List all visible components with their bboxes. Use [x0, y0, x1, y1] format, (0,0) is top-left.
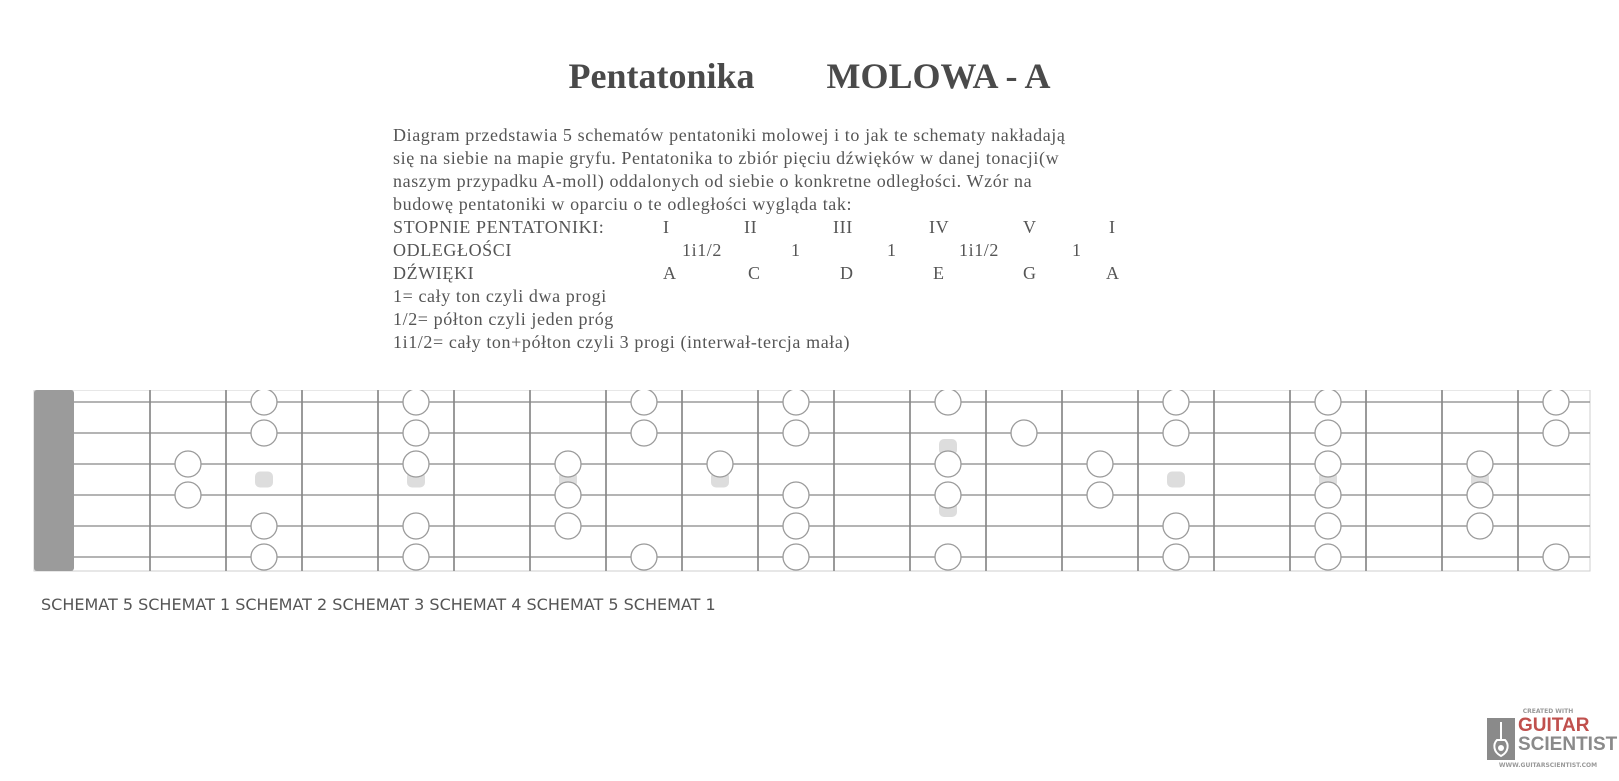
scale-note	[251, 544, 277, 570]
scale-note	[1163, 544, 1189, 570]
scale-note	[251, 420, 277, 446]
scale-note	[935, 482, 961, 508]
degree: II	[744, 217, 758, 237]
scale-note	[1315, 451, 1341, 477]
scale-note	[251, 513, 277, 539]
title-left: Pentatonika	[568, 56, 755, 96]
note-name: A	[663, 263, 677, 283]
scale-note	[403, 544, 429, 570]
scale-note	[175, 482, 201, 508]
scale-note	[631, 390, 657, 415]
scale-note	[1543, 420, 1569, 446]
degree: I	[663, 217, 670, 237]
scale-note	[631, 420, 657, 446]
scale-note	[783, 420, 809, 446]
scale-note	[707, 451, 733, 477]
scale-note	[631, 544, 657, 570]
desc-line: Diagram przedstawia 5 schematów pentatoniki molowej i to jak te schematy nakładają	[393, 125, 1066, 145]
scale-note	[175, 451, 201, 477]
scale-note	[1163, 420, 1189, 446]
scale-note	[555, 513, 581, 539]
note-name: G	[1023, 263, 1037, 283]
scale-note	[1087, 451, 1113, 477]
scale-note	[1315, 513, 1341, 539]
desc-line: naszym przypadku A-moll) oddalonych od siebie o konkretne odległości. Wzór na	[393, 171, 1033, 191]
scale-note	[403, 451, 429, 477]
logo-line2: SCIENTIST	[1518, 734, 1618, 755]
scale-note	[1543, 390, 1569, 415]
page-title	[0, 55, 1619, 97]
scale-note	[555, 482, 581, 508]
degree: I	[1109, 217, 1116, 237]
scale-note	[783, 544, 809, 570]
degrees-label: STOPNIE PENTATONIKI:	[393, 217, 605, 237]
scale-note	[555, 451, 581, 477]
title-right: MOLOWA - A	[826, 56, 1051, 96]
logo-line1: GUITAR	[1518, 715, 1590, 736]
scale-note	[1315, 482, 1341, 508]
legend-line: 1= cały ton czyli dwa progi	[393, 286, 607, 306]
scale-note	[1467, 451, 1493, 477]
scale-note	[1087, 482, 1113, 508]
scale-note	[403, 513, 429, 539]
note-name: C	[748, 263, 761, 283]
logo-top-text: CREATED WITH	[1522, 708, 1574, 715]
scale-note	[1163, 390, 1189, 415]
notes-row	[393, 262, 1223, 285]
scale-note	[1467, 513, 1493, 539]
interval: 1i1/2	[959, 240, 1000, 260]
degree: IV	[929, 217, 950, 237]
scale-note	[403, 420, 429, 446]
scale-note	[1315, 544, 1341, 570]
degrees-row	[393, 216, 1223, 239]
legend-line: 1/2= półton czyli jeden próg	[393, 309, 614, 329]
notes-label: DŹWIĘKI	[393, 263, 475, 283]
legend-line: 1i1/2= cały ton+półton czyli 3 progi (interwał-tercja mała)	[393, 332, 851, 352]
scale-note	[403, 390, 429, 415]
scale-note	[783, 390, 809, 415]
scale-note	[783, 513, 809, 539]
schemes-label: SCHEMAT 5 SCHEMAT 1 SCHEMAT 2 SCHEMAT 3 SCHEMAT 4 SCHEMAT 5 SCHEMAT 1	[41, 595, 716, 614]
guitar-icon	[1487, 718, 1515, 760]
logo-url: WWW.GUITARSCIENTIST.COM	[1498, 762, 1598, 769]
interval: 1	[887, 240, 897, 260]
scale-note	[1315, 420, 1341, 446]
fretboard-diagram	[0, 390, 1619, 590]
scale-note	[935, 451, 961, 477]
degree: III	[833, 217, 853, 237]
degree: V	[1023, 217, 1037, 237]
note-name: D	[840, 263, 854, 283]
nut	[34, 390, 74, 571]
note-name: A	[1106, 263, 1120, 283]
scale-note	[1315, 390, 1341, 415]
scale-note	[783, 482, 809, 508]
description	[393, 124, 1223, 354]
inlay-dot	[255, 472, 273, 488]
scale-note	[251, 390, 277, 415]
guitar-scientist-logo	[1484, 708, 1618, 770]
scale-note	[1163, 513, 1189, 539]
interval: 1	[1072, 240, 1082, 260]
scale-note	[1011, 420, 1037, 446]
intervals-row	[393, 239, 1223, 262]
scale-note	[1467, 482, 1493, 508]
interval: 1i1/2	[682, 240, 723, 260]
inlay-dot	[1167, 472, 1185, 488]
desc-line: budowę pentatoniki w oparciu o te odległości wygląda tak:	[393, 194, 853, 214]
scale-note	[1543, 544, 1569, 570]
note-name: E	[933, 263, 945, 283]
scale-note	[935, 544, 961, 570]
desc-line: się na siebie na mapie gryfu. Pentatonika to zbiór pięciu dźwięków w danej tonacji(w	[393, 148, 1060, 168]
intervals-label: ODLEGŁOŚCI	[393, 240, 512, 260]
interval: 1	[791, 240, 801, 260]
scale-note	[935, 390, 961, 415]
